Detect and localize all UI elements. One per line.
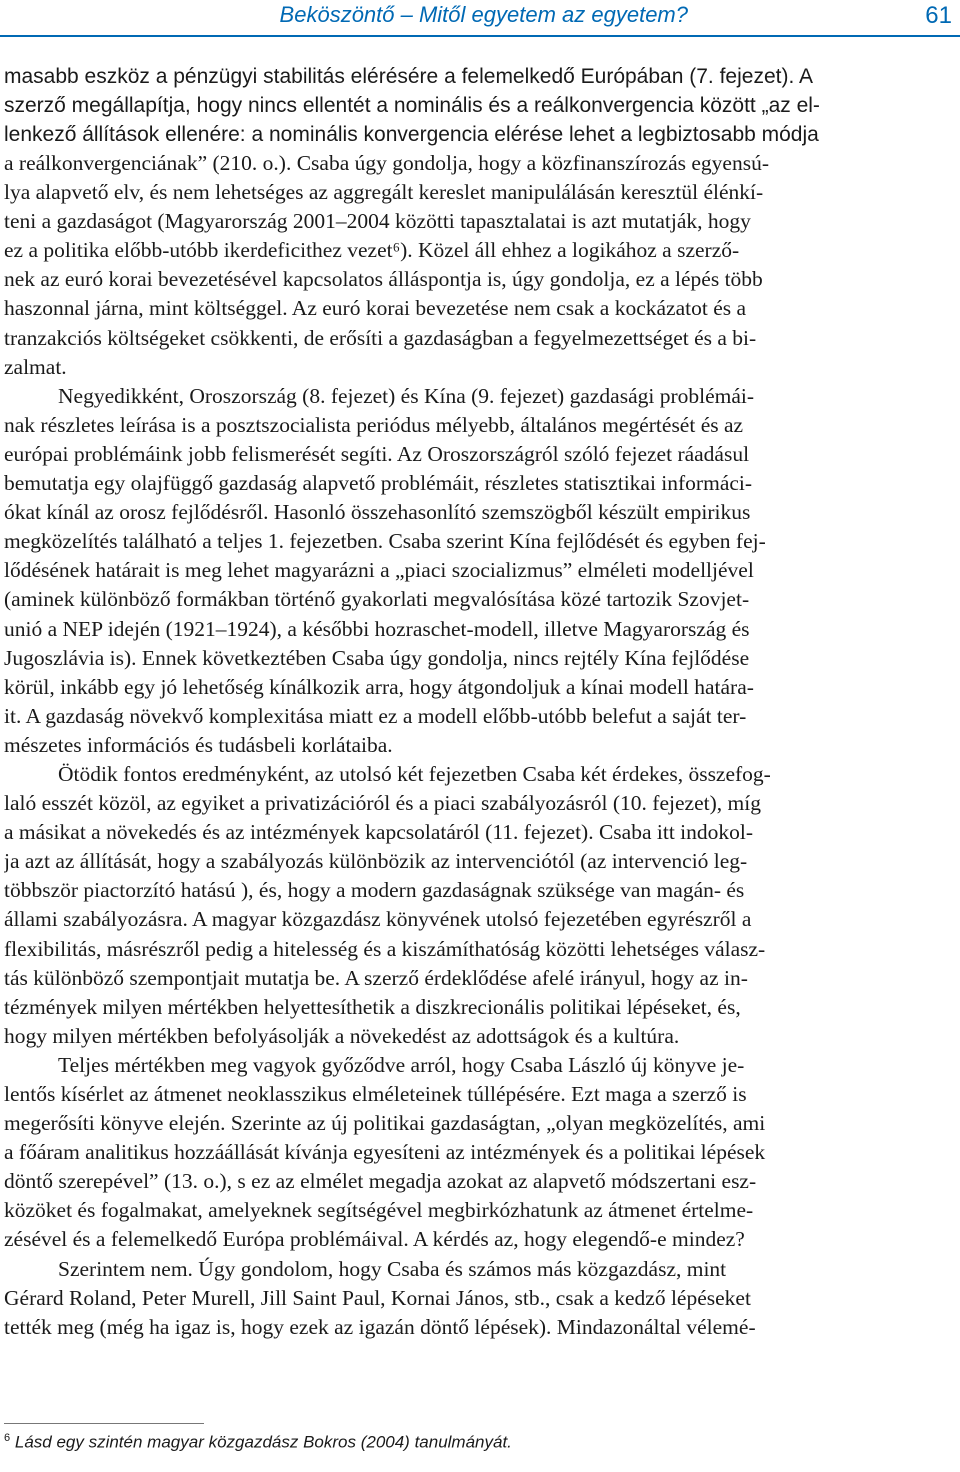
footnote	[4, 1432, 512, 1453]
text-line: döntő szerepével” (13. o.), s ez az elmélet megadja azokat az alapvető módszertani esz-	[4, 1169, 757, 1194]
text-line: lődésének határait is meg lehet magyarázni a „piaci szocializmus” elméleti modelljével	[4, 558, 754, 583]
text-line: megerősíti könyve elején. Szerinte az új politikai gazdaságtan, „olyan megközelítés, ami	[4, 1111, 766, 1136]
text-line: lenkező állítások ellenére: a nominális konvergencia elérése lehet a legbiztosabb módja	[4, 123, 819, 146]
footnote-rule	[4, 1423, 204, 1424]
page-number: 61	[925, 2, 952, 29]
text-line: nek az euró korai bevezetésével kapcsolatos álláspontja is, úgy gondolja, ez a lépés több	[4, 267, 763, 292]
text-line: többször piactorzító hatású ), és, hogy a modern gazdaságnak szüksége van magán- és	[4, 878, 745, 903]
text-line: tás különböző szempontjait mutatja be. A szerző érdeklődése afelé irányul, hogy az in-	[4, 965, 748, 990]
running-header	[0, 0, 960, 44]
text-line: flexibilitás, másrészről pedig a hitelesség és a kiszámíthatóság közötti lehetséges válasz-	[4, 936, 766, 961]
text-line: szerző megállapítja, hogy nincs ellentét a nominális és a reálkonvergencia között „az el-	[4, 94, 820, 117]
text-line: nak részletes leírása is a posztszocialista periódus mélyebb, általános megértését és az	[4, 412, 744, 437]
text-line: európai problémáink jobb felismerését segíti. Az Oroszországról szóló fejezet ráadásul	[4, 441, 750, 466]
text-line: ókat kínál az orosz fejlődésről. Hasonló összehasonlító szemszögből készült empirikus	[4, 500, 751, 525]
text-line: hogy milyen mértékben befolyásolják a növekedést az adottságok és a kultúra.	[4, 1023, 680, 1048]
text-line: zalmat.	[4, 354, 67, 379]
body-paragraph-1	[4, 62, 954, 149]
text-line: it. A gazdaság növekvő komplexitása miatt ez a modell előbb-utóbb belefut a saját ter-	[4, 703, 747, 728]
text-line: Teljes mértékben meg vagyok győződve arról, hogy Csaba László új könyve je-	[58, 1052, 745, 1077]
text-line: a főáram analitikus hozzáállását kívánja egyesíteni az intézmények és a politikai lépések	[4, 1140, 766, 1165]
text-line: ja azt az állítását, hogy a szabályozás különbözik az intervenciótól (az intervenció leg-	[4, 849, 748, 874]
header-title: Beköszöntő – Mitől egyetem az egyetem?	[279, 2, 688, 27]
text-line: körül, inkább egy jó lehetőség kínálkozik arra, hogy átgondoljuk a kínai modell határa-	[4, 674, 754, 699]
text-line: lentős kísérlet az átmenet neoklasszikus elméleteinek túllépésére. Ezt maga a szerző is	[4, 1082, 747, 1106]
text-line: Jugoszlávia is). Ennek következtében Csaba úgy gondolja, nincs rejtély Kína fejlődése	[4, 645, 750, 670]
text-line: tranzakciós költségeket csökkenti, de erősíti a gazdaságban a fegyelmezettséget és a bi-	[4, 325, 757, 350]
text-line: masabb eszköz a pénzügyi stabilitás elérésére a felemelkedő Európában (7. fejezet). A	[4, 65, 813, 88]
text-line: haszonnal járna, mint költséggel. Az euró korai bevezetése nem csak a kockázatot és a	[4, 296, 747, 321]
footnote-text: Lásd egy szintén magyar közgazdász Bokros (2004) tanulmányát.	[14, 1432, 512, 1452]
text-line: ez a politika előbb-utóbb ikerdeficithez vezet⁶). Közel áll ehhez a logikához a szerző-	[4, 238, 740, 263]
text-line: zésével és a felemelkedő Európa problémáival. A kérdés az, hogy elegendő-e mindez?	[4, 1227, 745, 1252]
text-line: a másikat a növekedés és az intézmények kapcsolatáról (11. fejezet). Csaba itt indokol-	[4, 820, 754, 845]
body-paragraph-2	[4, 149, 954, 1342]
header-rule	[0, 35, 960, 37]
text-line: teni a gazdaságot (Magyarország 2001–2004 közötti tapasztalatai is azt mutatják, hogy	[4, 209, 751, 234]
body-text	[4, 62, 954, 1342]
text-line: Negyedikként, Oroszország (8. fejezet) és Kína (9. fejezet) gazdasági problémái-	[58, 383, 755, 408]
text-line: mészetes információs és tudásbeli korlátaiba.	[4, 732, 393, 757]
text-line: lya alapvető elv, és nem lehetséges az aggregált kereslet manipulálásán keresztül élénkí-	[4, 180, 764, 205]
text-line: állami szabályozásra. A magyar közgazdász könyvének utolsó fejezetében egyrészről a	[4, 907, 752, 932]
text-line: tézmények milyen mértékben helyettesíthetik a diszkrecionális politikai lépéseket, és,	[4, 994, 741, 1019]
text-line: Ötödik fontos eredményként, az utolsó két fejezetben Csaba két érdekes, összefog-	[58, 761, 771, 786]
text-line: megközelítés található a teljes 1. fejezetben. Csaba szerint Kína fejlődését és egyben fej-	[4, 529, 766, 554]
text-line: Szerintem nem. Úgy gondolom, hogy Csaba és számos más közgazdász, mint	[58, 1256, 727, 1281]
text-line: a reálkonvergenciának” (210. o.). Csaba úgy gondolja, hogy a közfinanszírozás egyensú-	[4, 151, 769, 175]
text-line: laló esszét közöl, az egyiket a privatizációról és a piaci szabályozásról (10. fejezet), míg	[4, 791, 761, 816]
text-line: (aminek különböző formákban történő gyakorlati megvalósítása közé tartozik Szovjet-	[4, 587, 750, 612]
text-line: unió a NEP idején (1921–1924), a későbbi hozraschet-modell, illetve Magyarország és	[4, 616, 750, 641]
text-line: tették meg (még ha igaz is, hogy ezek az igazán döntő lépések). Mindazonáltal vélemé-	[4, 1314, 756, 1339]
text-line: bemutatja egy olajfüggő gazdaság alapvető problémáit, részletes statisztikai informáci-	[4, 471, 753, 496]
footnote-marker: 6	[4, 1432, 11, 1444]
text-line: közöket és fogalmakat, amelyeknek segítségével megbirkózhatunk az átmenet értelme-	[4, 1198, 754, 1223]
text-line: Gérard Roland, Peter Murell, Jill Saint Paul, Kornai János, stb., csak a kedző lépéseket	[4, 1285, 751, 1310]
